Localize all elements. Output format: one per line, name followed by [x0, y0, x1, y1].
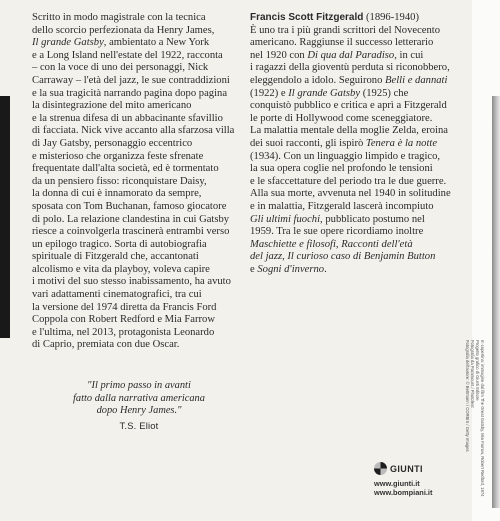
work-title: Belli e dannati	[385, 74, 448, 86]
author-bio	[250, 12, 472, 276]
book-description	[32, 12, 254, 352]
bio-text: È uno tra i più grandi scrittori del Novecento americano. Raggiunse il successo letterario nel 1920 con	[250, 24, 441, 61]
work-title: Di qua dal Paradiso	[307, 49, 395, 61]
bio-text: (1925) che conquistò pubblico e critica e aprì a Fitzgerald le porte di Hollywood come sceneggiatore. La malattia mentale della moglie Zelda, eroina dei suoi racconti, gli ispirò	[250, 87, 448, 149]
book-title: Il grande Gatsby	[32, 37, 104, 49]
work-title: Il grande Gatsby	[288, 87, 361, 99]
quote-text: "Il primo passo in avanti fatto dalla narrativa americana dopo Henry James."	[73, 380, 205, 417]
blurb-quote	[50, 380, 228, 432]
description-body: e a Long Island nell'estate del 1922, racconta – con la voce di uno dei personaggi, Nick Carraway – l'età del jazz, le sue contraddizioni e la sua tragicità narrando pagina dopo pagina la disintegrazione del mito americano e la strenua difesa di un abbacinante sfavillio di facciata. Nick vive accanto alla sfarzosa villa di Jay Gatsby, personaggio eccentrico e misterioso che organizza feste sfrenate frequentate dall'alta società, ed è tormentato da un pensiero fisso: riconquistare Daisy, la donna di cui è innamorato da sempre, sposata con Tom Buchanan, famoso giocatore di polo. La relazione clandestina in cui Gatsby riesce a coinvolgerla trascinerà entrambi verso un epilogo tragico. Sorta di autobiografia spirituale di Fitzgerald che, accantonati alcolismo e vita da playboy, voleva capire i motivi del suo stesso inabissamento, ha avuto vari adattamenti cinematografici, tra cui la versione del 1974 diretta da Francis Ford Coppola con Robert Redford e Mia Farrow e l'ultima, nel 2013, protagonista Leonardo di Caprio, premiata con due Oscar.	[32, 49, 235, 351]
work-title: Gli ultimi fuochi	[250, 213, 321, 225]
publisher-logo-text: GIUNTI	[390, 463, 423, 474]
bio-text: (1922) e	[250, 87, 286, 99]
work-title: Racconti dell'età del jazz	[250, 238, 413, 263]
work-title: Sogni d'inverno	[257, 263, 325, 275]
publisher-websites	[374, 479, 432, 497]
cover-photo-edge-left	[0, 96, 10, 338]
publisher-logo	[374, 462, 432, 475]
work-title: Tenera è la notte	[365, 137, 438, 149]
work-title: Il curioso caso di Benjamin Button	[287, 251, 436, 263]
author-name: Francis Scott Fitzgerald	[250, 12, 364, 23]
author-years: (1896-1940)	[363, 12, 419, 23]
description-line: dello scorcio perfezionata da Henry James,	[32, 24, 215, 36]
quote-author: T.S. Eliot	[119, 419, 159, 431]
description-line: , ambientato a New York	[103, 37, 210, 49]
website-giunti: www.giunti.it	[374, 479, 420, 488]
work-title: Maschiette e filosofi	[250, 238, 336, 250]
website-bompiani: www.bompiani.it	[374, 488, 433, 497]
publisher-block	[374, 462, 432, 497]
bio-text: ,	[335, 238, 342, 250]
bio-text: .	[324, 263, 327, 275]
bio-text: (1934). Con un linguaggio limpido e tragico, la sua opera coglie nel profondo le tensioni e le sfaccettature del periodo tra le due guerre. Alla sua morte, avvenuta nel 1940 in solitudine e in malattia, Fitzgerald lascerà incompiuto	[250, 150, 451, 212]
description-line: Scritto in modo magistrale con la tecnica	[32, 12, 206, 23]
bio-text: e	[250, 263, 255, 275]
cover-photo-edge-right	[492, 96, 500, 508]
bio-text: ,	[282, 251, 288, 263]
giunti-logo-icon	[374, 462, 387, 475]
cover-credits: In copertina: immagine dal film The Great Gatsby, Mia Farrow, Robert Redford, 1974 Progetto grafico di Giunti Editore Fotografia da Paramount / Photofest Fotografia dell'autore: © Bettmann / CORBIS / Getty Images	[465, 340, 485, 497]
bio-text: , pubblicato postumo nel 1959. Tra le sue opere ricordiamo inoltre	[250, 213, 425, 238]
bio-text: , in cui i ragazzi della gioventù perduta si riconobbero, eleggendolo a idolo. Seguirono	[250, 49, 450, 86]
